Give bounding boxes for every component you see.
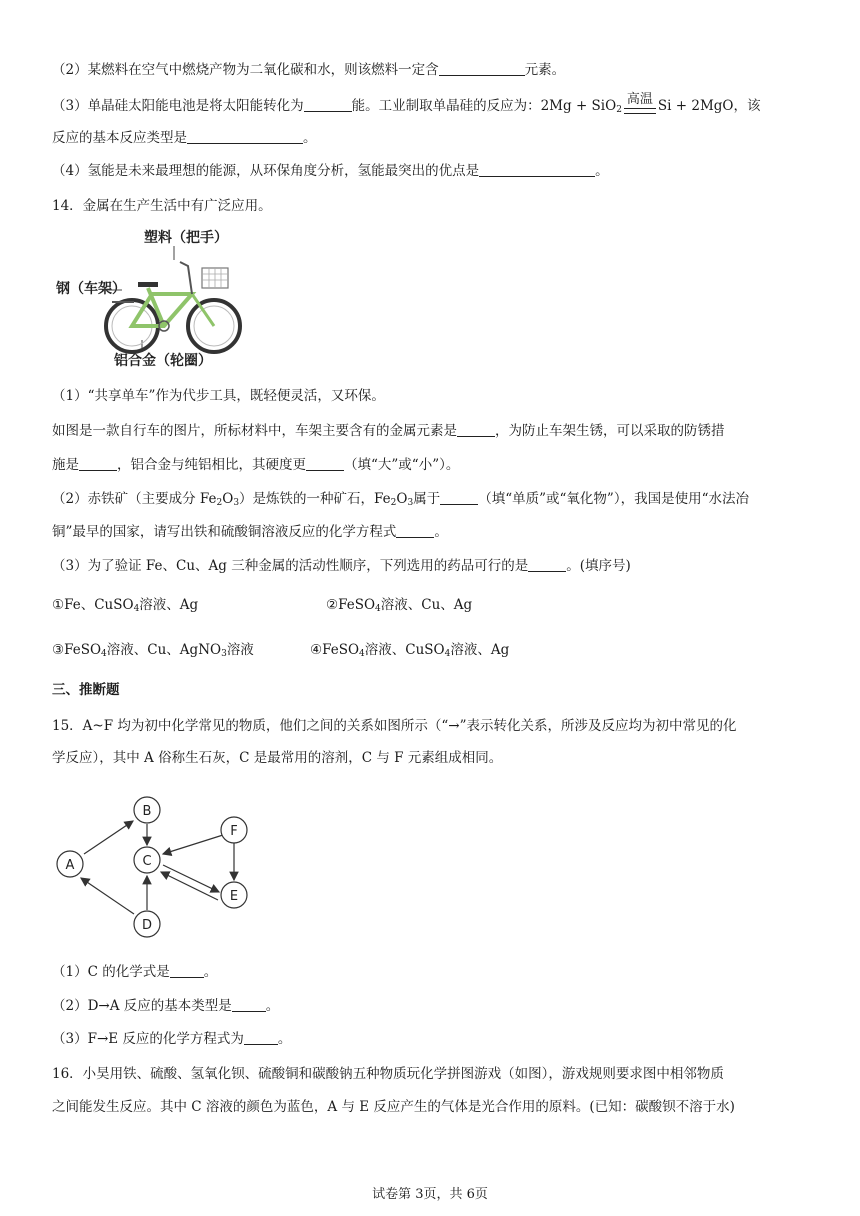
q15-stem-line1: 15．A~F 均为初中化学常见的物质，他们之间的关系如图所示（“→”表示转化关系，所涉及反应均为初中常见的化 <box>52 718 737 734</box>
node-F <box>221 817 247 843</box>
q14-option-4: ④FeSO$_4$溶液、CuSO$_4$溶液、Ag <box>310 642 510 659</box>
answer-blank[interactable] <box>528 557 566 572</box>
edge-C-E <box>163 865 219 892</box>
q15-stem-line2: 学反应），其中 A 俗称生石灰，C 是最常用的溶剂，C 与 F 元素组成相同。 <box>52 750 503 766</box>
q16-stem-line2: 之间能发生反应。其中 C 溶液的颜色为蓝色，A 与 E 反应产生的气体是光合作用的原料。(已知：碳酸钡不溶于水) <box>52 1099 735 1115</box>
node-D <box>134 911 160 937</box>
bicycle-figure <box>52 222 252 372</box>
svg-text:E: E <box>229 889 239 904</box>
page-footer: 试卷第 3页，共 6页 <box>372 1187 488 1202</box>
q13-part2: （2）某燃料在空气中燃烧产物为二氧化碳和水，则该燃料一定含 元素。 <box>52 62 566 78</box>
svg-text:A: A <box>65 858 75 873</box>
answer-blank[interactable] <box>306 456 344 471</box>
q14-option-3: ③FeSO$_4$溶液、Cu、AgNO$_3$溶液 <box>52 642 254 659</box>
section-heading: 三、推断题 <box>52 682 120 698</box>
answer-blank[interactable] <box>79 456 117 471</box>
answer-blank[interactable] <box>440 490 478 505</box>
node-A <box>57 851 83 877</box>
q14-part1-line2: 如图是一款自行车的图片，所标材料中，车架主要含有的金属元素是 ，为防止车架生锈，可以采取的防锈措 <box>52 423 725 439</box>
q13-part3-line2: 反应的基本反应类型是 。 <box>52 130 317 146</box>
q15-part2: （2）D→A 反应的基本类型是 。 <box>52 998 280 1014</box>
q14-part1-line3: 施是 ，铝合金与纯铝相比，其硬度更 （填“大”或“小”）。 <box>52 457 460 473</box>
label-alloy: 铝合金（轮圈） <box>114 353 212 369</box>
edge-A-B <box>84 821 133 854</box>
q14-stem: 14．金属在生产生活中有广泛应用。 <box>52 198 272 214</box>
q14-option-1: ①Fe、CuSO$_4$溶液、Ag <box>52 597 199 614</box>
q15-part1: （1）C 的化学式是 。 <box>52 964 218 980</box>
q13-part3: （3）单晶硅太阳能电池是将太阳能转化为 能。工业制取单晶硅的反应为：2Mg + SiO$_2$ 高温 Si + 2MgO，该 <box>52 92 761 115</box>
answer-blank[interactable] <box>479 162 595 177</box>
reaction-condition: 高温 <box>622 94 658 114</box>
answer-blank[interactable] <box>457 422 495 437</box>
relation-diagram <box>50 788 270 948</box>
answer-blank[interactable] <box>304 97 352 112</box>
q13-part4: （4）氢能是未来最理想的能源，从环保角度分析，氢能最突出的优点是 。 <box>52 163 609 179</box>
svg-text:B: B <box>142 804 152 819</box>
edge-E-C <box>161 872 218 900</box>
bicycle-icon <box>102 246 240 352</box>
q14-part1-line1: （1）“共享单车”作为代步工具，既轻便灵活，又环保。 <box>52 388 385 404</box>
node-E <box>221 882 247 908</box>
answer-blank[interactable] <box>396 523 434 538</box>
label-steel: 钢（车架） <box>56 281 126 297</box>
q14-part2-line2: 铜”最早的国家，请写出铁和硫酸铜溶液反应的化学方程式 。 <box>52 524 448 540</box>
answer-blank[interactable] <box>244 1030 278 1045</box>
edge-D-A <box>81 878 134 914</box>
label-plastic: 塑料（把手） <box>144 230 228 246</box>
answer-blank[interactable] <box>170 963 204 978</box>
q14-option-2: ②FeSO$_4$溶液、Cu、Ag <box>326 597 473 614</box>
q14-part3-stem: （3）为了验证 Fe、Cu、Ag 三种金属的活动性顺序，下列选用的药品可行的是 。(填序号) <box>52 558 631 574</box>
node-C <box>134 847 160 873</box>
node-B <box>134 797 160 823</box>
svg-text:F: F <box>230 824 238 839</box>
answer-blank[interactable] <box>187 129 303 144</box>
answer-blank[interactable] <box>439 61 525 76</box>
q15-part3: （3）F→E 反应的化学方程式为 。 <box>52 1031 292 1047</box>
edge-F-C <box>163 835 223 854</box>
q16-stem-line1: 16．小昊用铁、硫酸、氢氧化钡、硫酸铜和碳酸钠五种物质玩化学拼图游戏（如图），游戏规则要求图中相邻物质 <box>52 1066 724 1082</box>
answer-blank[interactable] <box>232 997 266 1012</box>
svg-text:D: D <box>141 918 153 933</box>
svg-text:C: C <box>142 854 152 869</box>
q14-part2-line1: （2）赤铁矿（主要成分 $Fe_2O_3$）是炼铁的一种矿石，$Fe_2O_3$属于 （填“单质”或“氧化物”），我国是使用“水法冶 <box>52 491 749 508</box>
